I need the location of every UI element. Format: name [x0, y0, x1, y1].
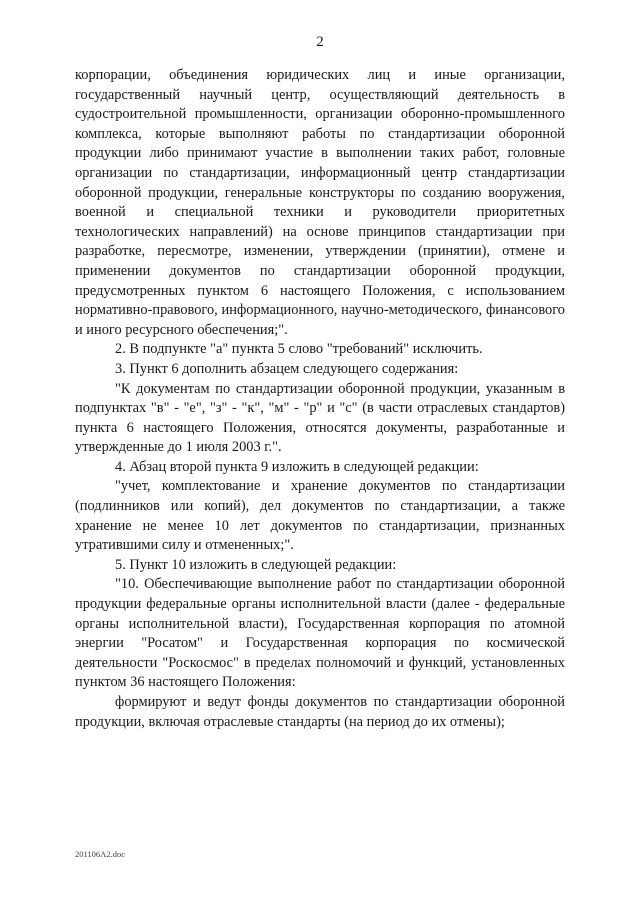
paragraph-continuation: корпорации, объединения юридических лиц и иные организации, государственный научный центр, осуществляющий деятельность в судостроительной промышленности, организации оборонно-промышленного комплекса, которые выполняют работы по стандартизации оборонной продукции либо принимают участие в выполнении таких работ, головные организации по стандартизации, информационный центр стандартизации оборонной продукции, генеральные конструкторы по созданию вооружения, военной и специальной техники и руководители приоритетных технологических направлений) на основе принципов стандартизации при разработке, пересмотре, изменении, утверждении (принятии), отмене и применении документов по стандартизации оборонной продукции, предусмотренных пунктом 6 настоящего Положения, с использованием нормативно-правового, информационного, научно-методического, финансового и иного ресурсного обеспечения;". — [75, 67, 565, 338]
paragraph-item-5: 5. Пункт 10 изложить в следующей редакции: — [115, 556, 397, 573]
page-number: 2 — [316, 34, 324, 50]
paragraph-item-4: 4. Абзац второй пункта 9 изложить в следующей редакции: — [115, 458, 479, 475]
document-body — [75, 66, 565, 732]
paragraph-item-2: 2. В подпункте "а" пункта 5 слово "требований" исключить. — [115, 341, 483, 358]
paragraph-quote-2: "учет, комплектование и хранение документов по стандартизации (подлинников или копий), дел документов по стандартизации, а также хранение не менее 10 лет документов по стандартизации, признанных утратившими силу и отмененных;". — [75, 478, 565, 554]
paragraph-item-3: 3. Пункт 6 дополнить абзацем следующего содержания: — [115, 360, 459, 377]
paragraph-quote-4: формируют и ведут фонды документов по стандартизации оборонной продукции, включая отраслевые стандарты (на период до их отмены); — [75, 694, 565, 730]
paragraph-quote-3: "10. Обеспечивающие выполнение работ по стандартизации оборонной продукции федеральные органы исполнительной власти (далее - федеральные органы исполнительной власти), Государственная корпорация по атомной энергии "Росатом" и Государственная корпорация по космической деятельности "Роскосмос" в пределах полномочий и функций, установленных пунктом 36 настоящего Положения: — [75, 576, 565, 691]
paragraph-quote-1: "К документам по стандартизации оборонной продукции, указанным в подпунктах "в" - "е", "з" - "к", "м" - "р" и "с" (в части отраслевых стандартов) пункта 6 настоящего Положения, относятся документы, разработанные и утвержденные до 1 июля 2003 г.". — [75, 380, 565, 456]
footer-filename: 201106А2.doc — [75, 849, 125, 859]
